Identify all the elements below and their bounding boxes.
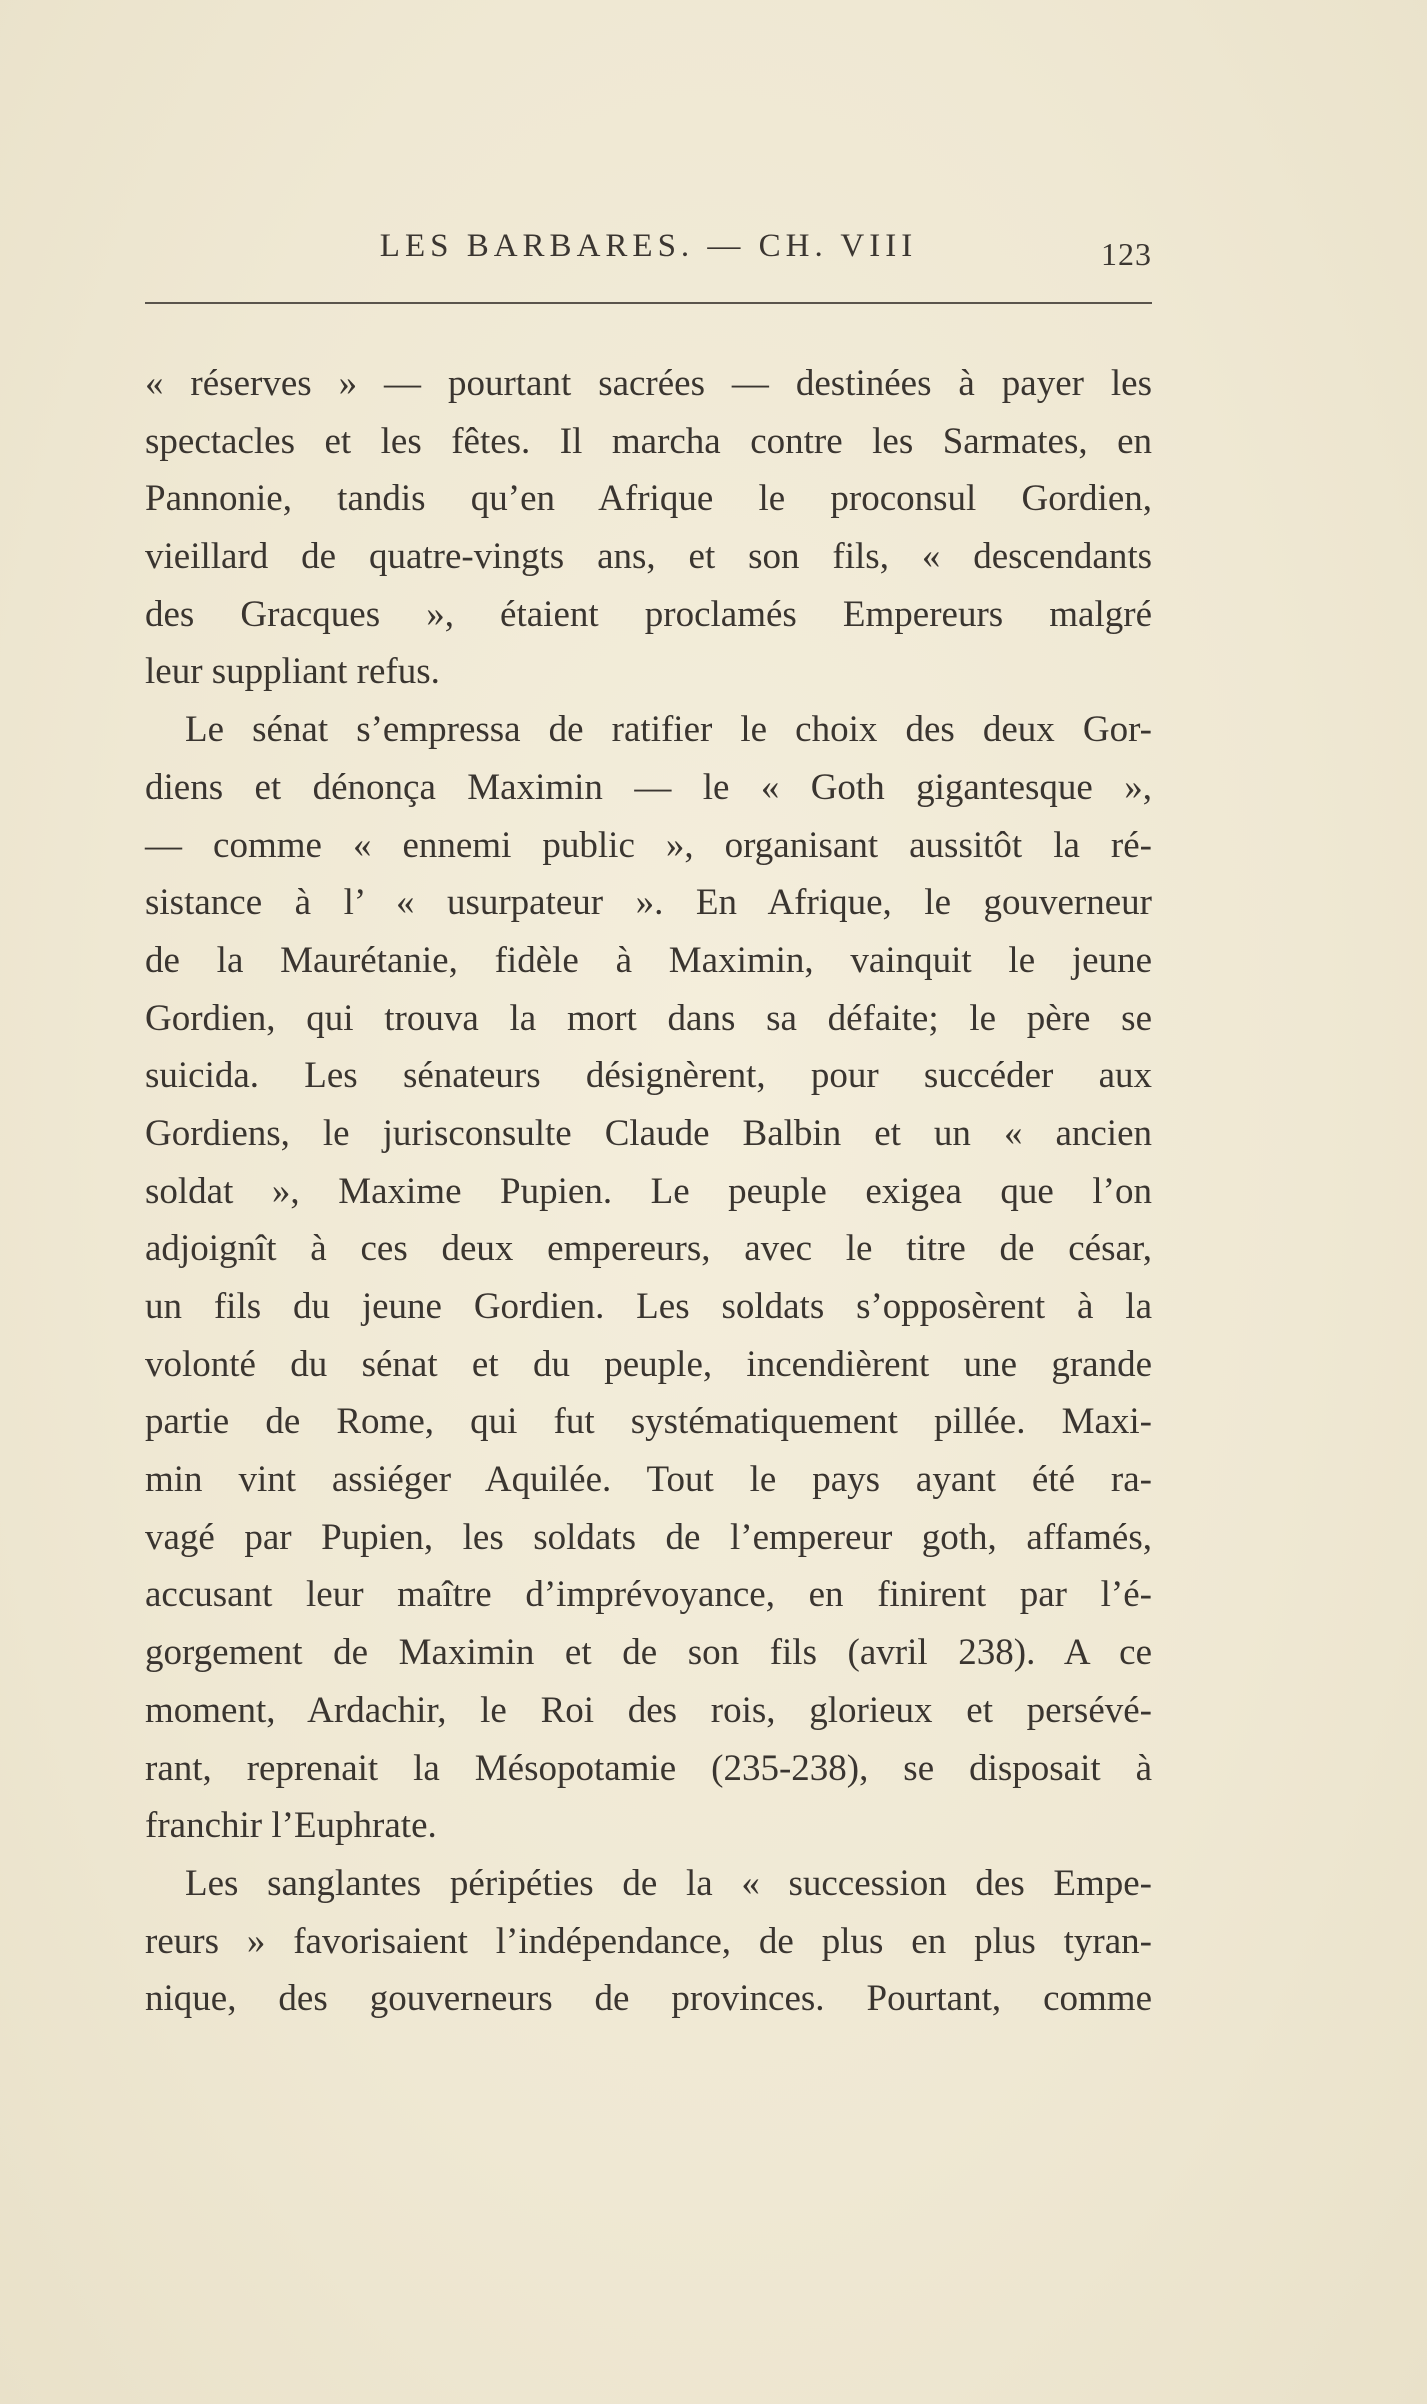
text-line: des Gracques », étaient proclamés Empereurs malgré (145, 593, 1152, 635)
page-header (145, 228, 1152, 278)
text-line: spectacles et les fêtes. Il marcha contre les Sarmates, en (145, 420, 1152, 462)
text-line: volonté du sénat et du peuple, incendièrent une grande (145, 1343, 1152, 1385)
text-line: franchir l’Euphrate. (145, 1805, 437, 1847)
text-line: vieillard de quatre-vingts ans, et son fils, « descendants (145, 536, 1152, 578)
text-line: accusant leur maître d’imprévoyance, en finirent par l’é- (145, 1574, 1152, 1616)
header-rule (145, 302, 1152, 304)
text-line: vagé par Pupien, les soldats de l’empereur goth, affamés, (145, 1516, 1152, 1558)
text-line: nique, des gouverneurs de provinces. Pourtant, comme (145, 1978, 1152, 2020)
text-line: Gordiens, le jurisconsulte Claude Balbin et un « ancien (145, 1112, 1152, 1154)
text-line: adjoignît à ces deux empereurs, avec le titre de césar, (145, 1228, 1152, 1270)
text-line: soldat », Maxime Pupien. Le peuple exigea que l’on (145, 1170, 1152, 1212)
text-line: de la Maurétanie, fidèle à Maximin, vainquit le jeune (145, 939, 1152, 981)
text-line: diens et dénonça Maximin — le « Goth gigantesque », (145, 766, 1152, 808)
text-line: — comme « ennemi public », organisant aussitôt la ré- (145, 824, 1152, 866)
text-line: gorgement de Maximin et de son fils (avril 238). A ce (145, 1632, 1152, 1674)
text-line: « réserves » — pourtant sacrées — destinées à payer les (145, 363, 1152, 404)
text-line: Le sénat s’empressa de ratifier le choix des deux Gor- (185, 709, 1152, 751)
text-line: suicida. Les sénateurs désignèrent, pour succéder aux (145, 1055, 1152, 1097)
text-line: moment, Ardachir, le Roi des rois, glorieux et persévé- (145, 1689, 1152, 1731)
text-line: Pannonie, tandis qu’en Afrique le proconsul Gordien, (145, 478, 1152, 520)
text-line: reurs » favorisaient l’indépendance, de plus en plus tyran- (145, 1920, 1152, 1962)
text-line: leur suppliant refus. (145, 651, 440, 693)
page-number: 123 (1101, 236, 1152, 272)
text-line: partie de Rome, qui fut systématiquement pillée. Maxi- (145, 1401, 1152, 1443)
text-line: min vint assiéger Aquilée. Tout le pays ayant été ra- (145, 1459, 1152, 1501)
body-text (145, 355, 1152, 2028)
text-line: un fils du jeune Gordien. Les soldats s’opposèrent à la (145, 1286, 1152, 1327)
text-line: Les sanglantes péripéties de la « succession des Empe- (185, 1862, 1152, 1904)
text-line: Gordien, qui trouva la mort dans sa défaite; le père se (145, 997, 1152, 1039)
text-line: sistance à l’ « usurpateur ». En Afrique, le gouverneur (145, 882, 1152, 924)
text-line: rant, reprenait la Mésopotamie (235-238), se disposait à (145, 1747, 1152, 1789)
running-head: LES BARBARES. — CH. VIII (379, 228, 918, 264)
